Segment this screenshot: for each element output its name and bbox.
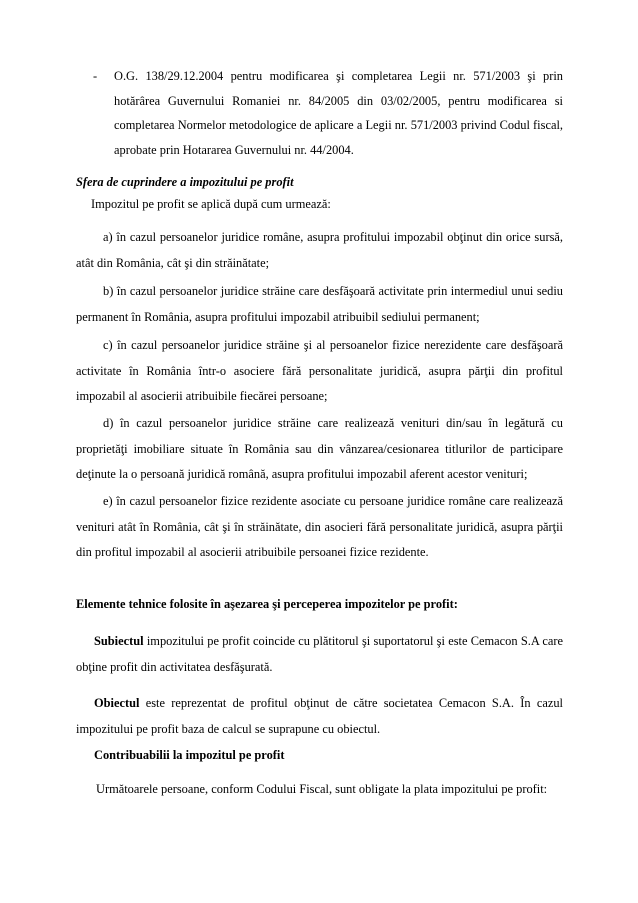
scope-intro: Impozitul pe profit se aplică după cum urmează: bbox=[91, 197, 331, 211]
scope-item-a: a) în cazul persoanelor juridice române, asupra profitului impozabil obţinut din orice sursă, atât din România, cât şi din străinătate; bbox=[76, 230, 563, 270]
object-label: Obiectul bbox=[94, 696, 140, 710]
contributors-label: Contribuabilii la impozitul pe profit bbox=[94, 748, 285, 762]
scope-item-d: d) în cazul persoanelor juridice străine care realizează venituri din/sau în legătură cu proprietăţi imobiliare situate în România sau din vânzarea/cesionarea titlurilor de participare deţinute la o persoană juridică română, asupra profitului impozabil aferent acestor venituri; bbox=[76, 416, 563, 481]
scope-item-c: c) în cazul persoanelor juridice străine şi al persoanelor fizice nerezidente care desfăşoară activitate în România într-o asociere fără personalitate juridică, asupra părţii din profitul impozabil al asocierii atribuibile fiecărei persoane; bbox=[76, 338, 563, 403]
object-text: este reprezentat de profitul obţinut de către societatea Cemacon S.A. În cazul impozitului pe profit baza de calcul se suprapune cu obiectul. bbox=[76, 696, 563, 736]
scope-item-e: e) în cazul persoanelor fizice rezidente asociate cu persoane juridice române care realizează venituri atât în România, cât şi în străinătate, din asocieri fără personalitate juridică, asupra părţii din profitul impozabil al asocierii atribuibile persoanei fizice rezidente. bbox=[76, 494, 563, 559]
paragraph-object bbox=[76, 690, 563, 742]
bullet-dash: - bbox=[93, 69, 98, 83]
section-heading-technical-elements: Elemente tehnice folosite în aşezarea şi perceperea impozitelor pe profit: bbox=[76, 597, 458, 611]
subject-label: Subiectul bbox=[94, 634, 144, 648]
paragraph-subject bbox=[76, 628, 563, 680]
paragraph-contributors bbox=[76, 742, 563, 768]
scope-item-b: b) în cazul persoanelor juridice străine care desfăşoară activitate prin intermediul unui sediu permanent în România, asupra profitului impozabil atribuibil sediului permanent; bbox=[76, 284, 563, 324]
legal-reference-text: O.G. 138/29.12.2004 pentru modificarea şi completarea Legii nr. 571/2003 şi prin hotărârea Guvernului Romaniei nr. 84/2005 din 03/02/2005, pentru modificarea si completarea Normelor metodologice de aplicare a Legii nr. 571/2003 privind Codul fiscal, aprobate prin Hotararea Guvernului nr. 44/2004. bbox=[114, 69, 563, 157]
subject-text: impozitului pe profit coincide cu plătitorul şi suportatorul şi este Cemacon S.A care obţine profit din activitatea desfăşurată. bbox=[76, 634, 563, 674]
paragraph-persons: Următoarele persoane, conform Codului Fiscal, sunt obligate la plata impozitului pe profit: bbox=[96, 782, 548, 796]
section-heading-scope: Sfera de cuprindere a impozitului pe profit bbox=[76, 175, 294, 189]
